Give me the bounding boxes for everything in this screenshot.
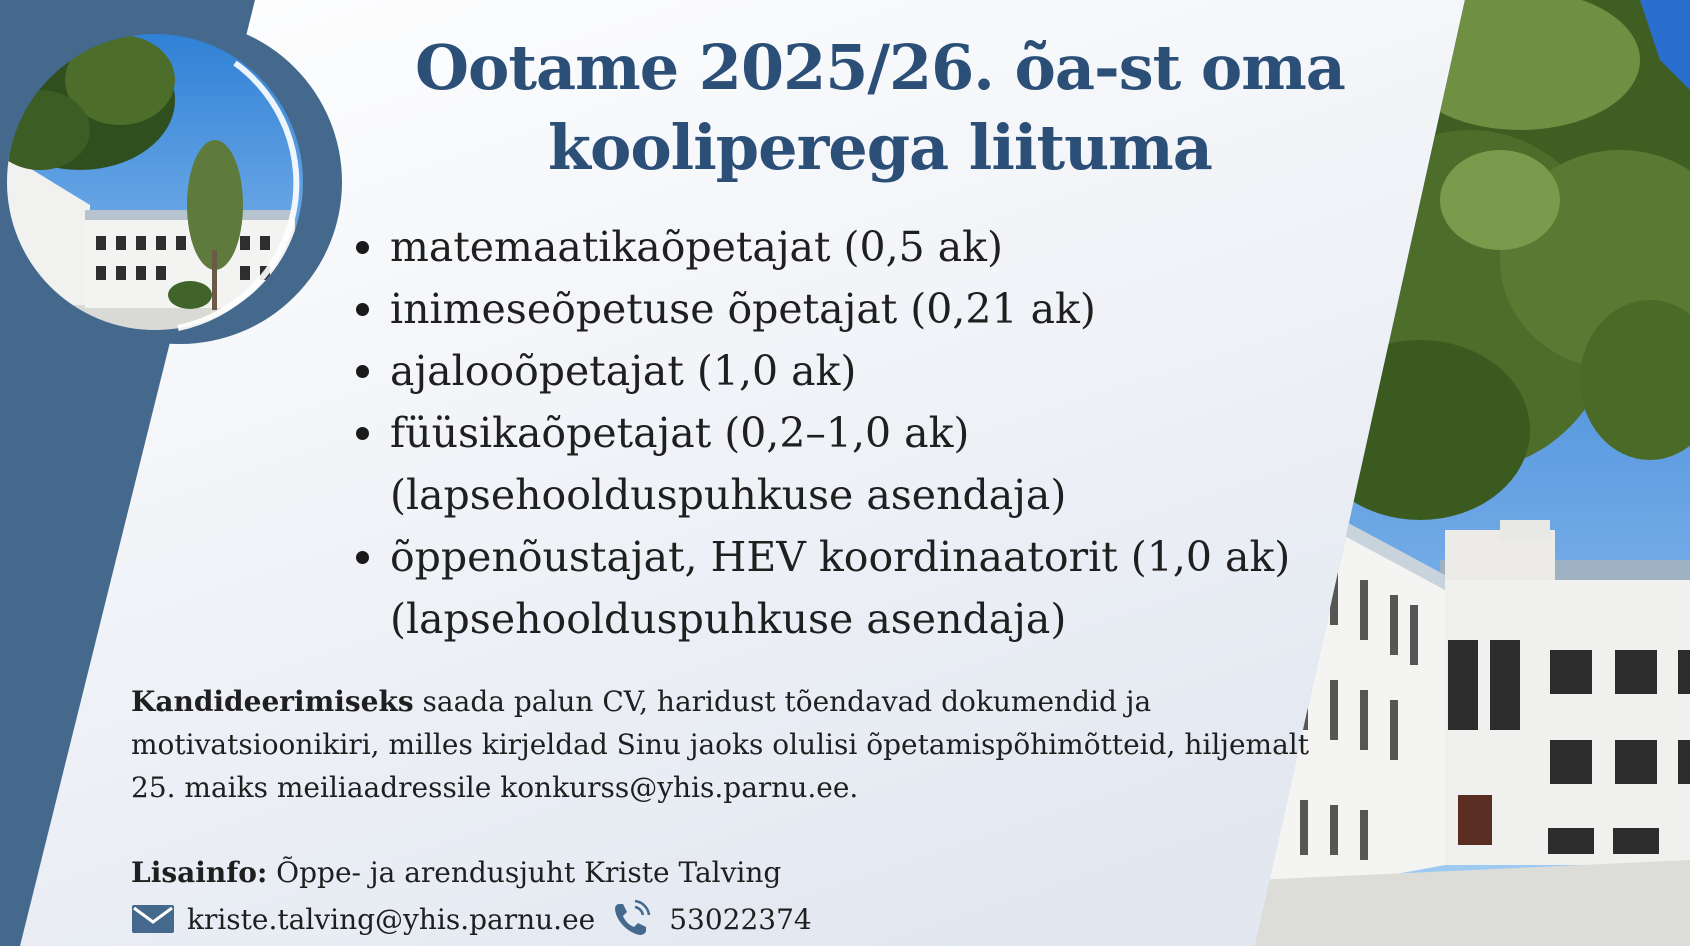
contact-person: Õppe- ja arendusjuht Kriste Talving <box>267 856 782 889</box>
title-line-1: Ootame 2025/26. õa-st oma <box>415 31 1345 104</box>
application-paragraph <box>131 680 1311 809</box>
contact-email[interactable]: kriste.talving@yhis.parnu.ee <box>187 902 596 936</box>
page-title <box>380 28 1380 188</box>
position-note: (lapsehoolduspuhkuse asendaja) <box>390 595 1067 643</box>
position-title: ajalooõpetajat (1,0 ak) <box>390 347 857 395</box>
list-item <box>352 526 1352 650</box>
contact-row <box>131 897 812 941</box>
application-lead: Kandideerimiseks <box>131 685 414 718</box>
position-title: inimeseõpetuse õpetajat (0,21 ak) <box>390 285 1096 333</box>
position-note: (lapsehoolduspuhkuse asendaja) <box>390 471 1067 519</box>
title-line-2: kooliperega liituma <box>548 111 1212 184</box>
list-item <box>352 402 1352 526</box>
list-item <box>352 278 1352 340</box>
positions-list <box>352 216 1352 650</box>
position-title: füüsikaõpetajat (0,2–1,0 ak) <box>390 409 970 457</box>
position-title: matemaatikaõpetajat (0,5 ak) <box>390 223 1003 271</box>
list-item <box>352 340 1352 402</box>
contact-info <box>131 852 1031 894</box>
contact-label: Lisainfo: <box>131 856 268 889</box>
contact-phone[interactable]: 53022374 <box>669 902 812 936</box>
envelope-icon <box>131 904 175 934</box>
list-item <box>352 216 1352 278</box>
position-title: õppenõustajat, HEV koordinaatorit (1,0 ak) <box>390 533 1291 581</box>
phone-icon <box>611 899 651 939</box>
application-text: saada palun CV, haridust tõendavad dokumendid ja motivatsioonikiri, milles kirjeldad Sinu jaoks olulisi õpetamispõhimõtteid, hiljemalt 25. maiks meiliaadressile konkurss@yhis.parnu.ee. <box>131 685 1309 804</box>
